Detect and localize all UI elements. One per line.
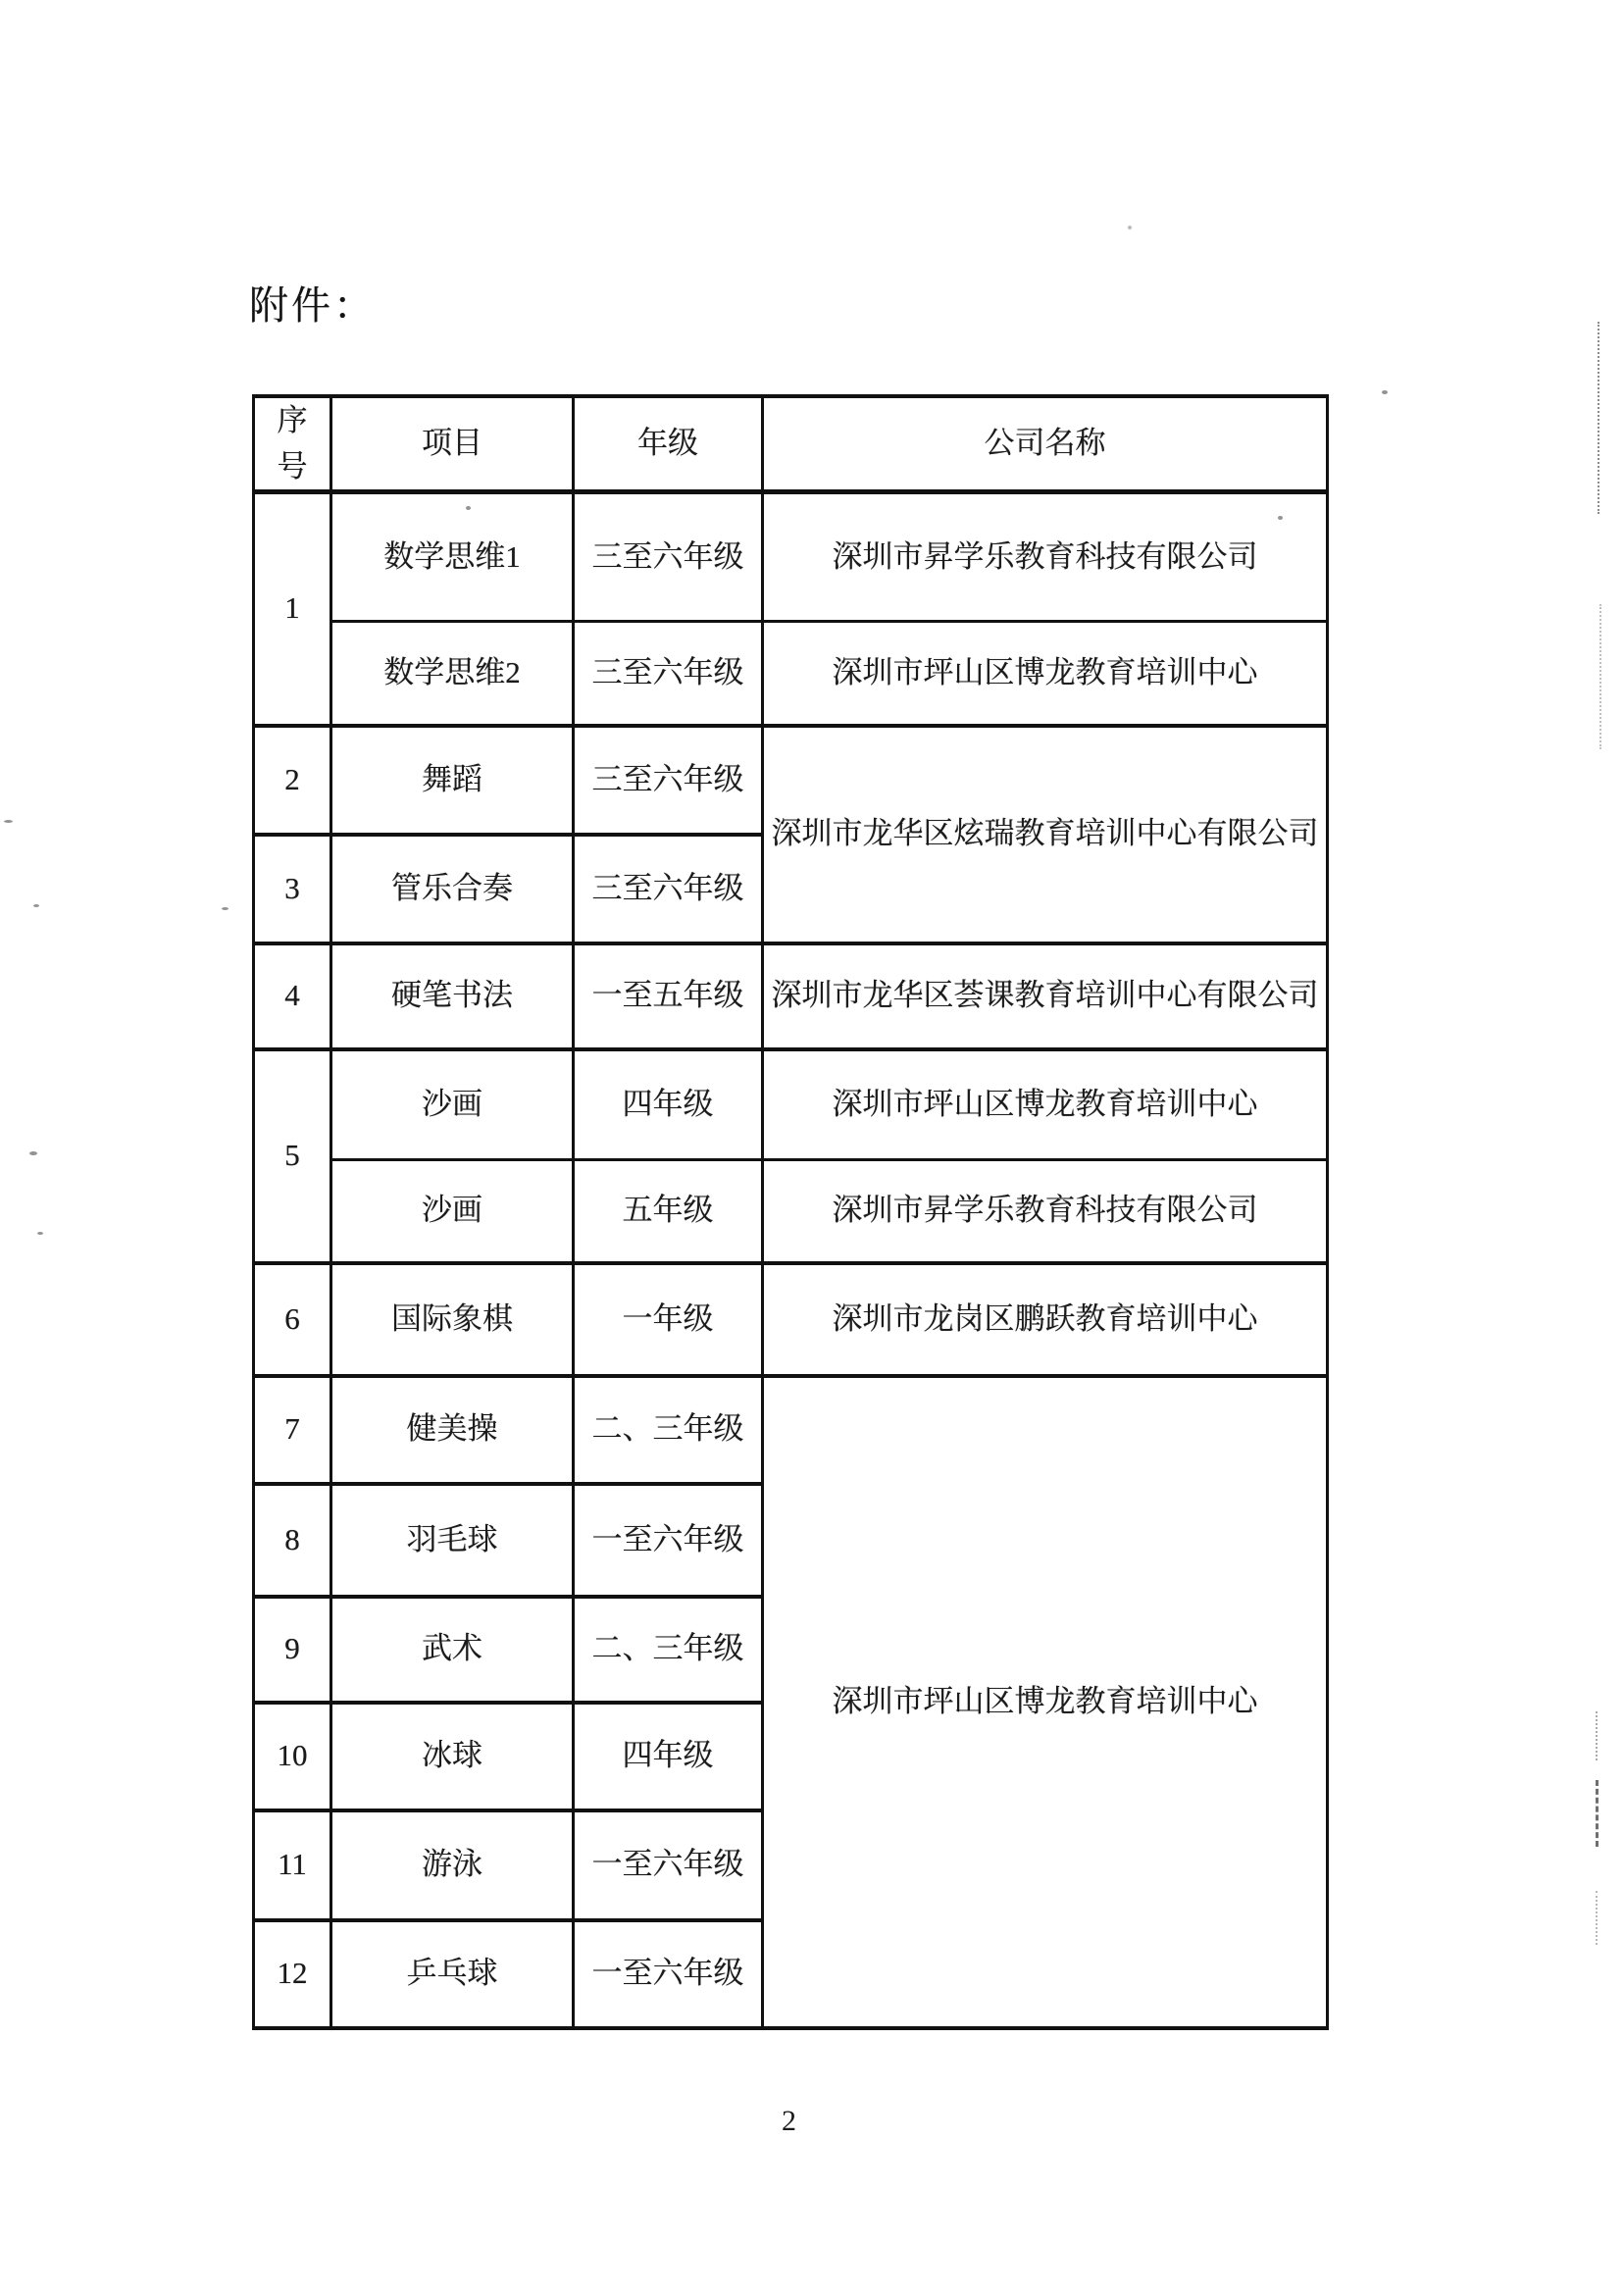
grade-cell: 一年级 [574, 1263, 763, 1376]
project-cell: 硬笔书法 [331, 943, 574, 1049]
project-cell: 国际象棋 [331, 1263, 574, 1376]
grade-cell: 五年级 [574, 1160, 763, 1263]
grade-cell: 四年级 [574, 1049, 763, 1160]
seq-cell: 10 [254, 1703, 331, 1810]
table-row [254, 622, 1328, 726]
grade-cell: 一至五年级 [574, 943, 763, 1049]
company-cell: 深圳市龙岗区鹏跃教育培训中心 [763, 1263, 1328, 1376]
grade-cell: 三至六年级 [574, 726, 763, 835]
column-header-grade: 年级 [574, 396, 763, 492]
seq-cell: 4 [254, 943, 331, 1049]
seq-cell: 7 [254, 1376, 331, 1484]
scan-artifact [1128, 226, 1132, 229]
approved-projects-table [252, 394, 1329, 2030]
grade-cell: 一至六年级 [574, 1484, 763, 1597]
seq-cell: 8 [254, 1484, 331, 1597]
scan-artifact [1278, 516, 1283, 520]
grade-cell: 三至六年级 [574, 492, 763, 622]
table-row [254, 726, 1328, 835]
project-cell: 沙画 [331, 1049, 574, 1160]
table-row [254, 1160, 1328, 1263]
seq-cell: 5 [254, 1049, 331, 1263]
scan-artifact [466, 506, 471, 510]
grade-cell: 四年级 [574, 1703, 763, 1810]
scan-artifact [1596, 1891, 1598, 1945]
table-row [254, 1376, 1328, 1484]
scan-artifact [4, 820, 13, 823]
project-cell: 沙画 [331, 1160, 574, 1263]
company-cell: 深圳市昇学乐教育科技有限公司 [763, 492, 1328, 622]
project-cell: 乒乓球 [331, 1920, 574, 2028]
project-cell: 游泳 [331, 1810, 574, 1920]
project-cell: 冰球 [331, 1703, 574, 1810]
grade-cell: 一至六年级 [574, 1810, 763, 1920]
scan-artifact [1596, 1780, 1599, 1847]
project-cell: 管乐合奏 [331, 835, 574, 943]
company-cell: 深圳市坪山区博龙教育培训中心 [763, 1049, 1328, 1160]
scan-artifact [29, 1151, 37, 1155]
scan-artifact [37, 1232, 43, 1235]
grade-cell: 三至六年级 [574, 835, 763, 943]
project-cell: 羽毛球 [331, 1484, 574, 1597]
seq-cell: 1 [254, 492, 331, 726]
project-cell: 武术 [331, 1597, 574, 1703]
column-header-seq: 序号 [254, 396, 331, 492]
company-cell: 深圳市坪山区博龙教育培训中心 [763, 1376, 1328, 2028]
column-header-company: 公司名称 [763, 396, 1328, 492]
grade-cell: 二、三年级 [574, 1597, 763, 1703]
seq-cell: 3 [254, 835, 331, 943]
project-cell: 健美操 [331, 1376, 574, 1484]
scan-artifact [33, 904, 39, 907]
seq-cell: 6 [254, 1263, 331, 1376]
company-cell: 深圳市昇学乐教育科技有限公司 [763, 1160, 1328, 1263]
attachment-label: 附件： [249, 283, 376, 328]
table-row [254, 1049, 1328, 1160]
scan-artifact [222, 907, 228, 910]
project-cell: 数学思维2 [331, 622, 574, 726]
company-cell: 深圳市坪山区博龙教育培训中心 [763, 622, 1328, 726]
project-cell: 舞蹈 [331, 726, 574, 835]
grade-cell: 三至六年级 [574, 622, 763, 726]
table-row [254, 492, 1328, 622]
scan-artifact [1596, 1711, 1598, 1760]
seq-cell: 11 [254, 1810, 331, 1920]
grade-cell: 二、三年级 [574, 1376, 763, 1484]
seq-cell: 9 [254, 1597, 331, 1703]
table-header-row [254, 396, 1328, 492]
page-number: 2 [782, 2105, 796, 2137]
table-row [254, 1263, 1328, 1376]
table-row [254, 943, 1328, 1049]
scan-artifact [1599, 604, 1601, 749]
seq-cell: 2 [254, 726, 331, 835]
scan-artifact [1382, 390, 1388, 394]
column-header-project: 项目 [331, 396, 574, 492]
scan-artifact [1598, 322, 1599, 514]
project-cell: 数学思维1 [331, 492, 574, 622]
company-cell: 深圳市龙华区荟课教育培训中心有限公司 [763, 943, 1328, 1049]
seq-cell: 12 [254, 1920, 331, 2028]
company-cell: 深圳市龙华区炫瑞教育培训中心有限公司 [763, 726, 1328, 943]
grade-cell: 一至六年级 [574, 1920, 763, 2028]
